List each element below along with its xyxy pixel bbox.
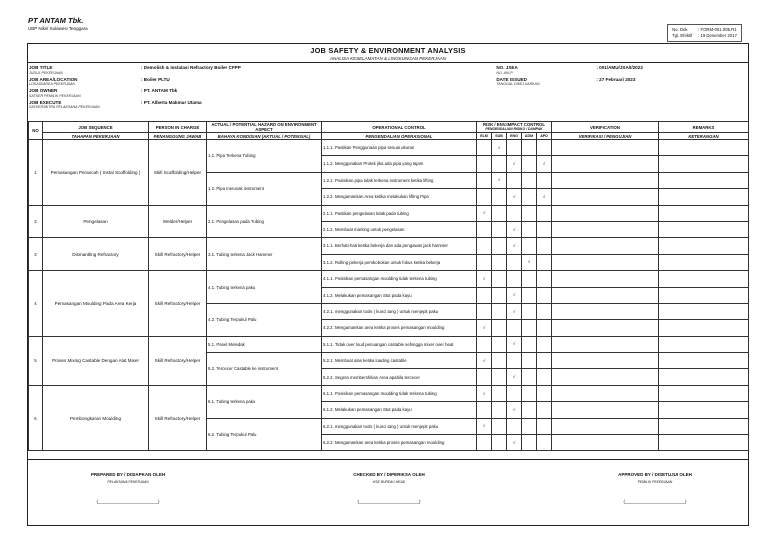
col-header-eng: ENG bbox=[507, 133, 522, 140]
job-info-value: : 27 Februari 2023 bbox=[596, 76, 636, 82]
form-title-sub: ANALISA KESELAMATAN & LINGKUNGAN PEKERJAAN bbox=[330, 56, 446, 61]
remarks-cell bbox=[659, 271, 749, 287]
hazard-cell: 5.2. Tercecer Castable ke instrument bbox=[207, 353, 322, 386]
hazard-cell: 4.1. Tubing terkena paku bbox=[207, 271, 322, 304]
job-info-row bbox=[496, 77, 746, 89]
control-adm-cell bbox=[522, 435, 537, 451]
check-mark-icon: √ bbox=[512, 341, 516, 347]
control-apd-cell bbox=[537, 336, 552, 352]
hazard-cell: 3.1. Tubing terkena Jack Hammer bbox=[207, 238, 322, 271]
job-info-sublabel-text: LOKASI/AREA PEKERJAAN bbox=[29, 82, 76, 86]
control-elm-cell bbox=[477, 221, 492, 237]
job-info-label-text: JOB OWNER bbox=[29, 88, 58, 93]
risk-control-title: RISK / ENV.IMPACT CONTROL bbox=[482, 122, 546, 127]
col-subheader-operational-control: PENGENDALIAN OPERASIONAL bbox=[322, 133, 477, 140]
col-header-operational-control: OPERATIONAL CONTROL bbox=[322, 122, 477, 133]
verification-cell bbox=[552, 140, 659, 156]
check-mark-icon: √ bbox=[512, 226, 516, 232]
signature-checked bbox=[289, 472, 489, 504]
control-sub-cell bbox=[492, 418, 507, 434]
form-frame bbox=[27, 43, 749, 526]
signature-checked-line: (________________________) bbox=[357, 499, 421, 504]
job-info-label bbox=[29, 77, 141, 89]
operational-control-cell: 3.1.1. Berhati-hati ketika bekerja dan ada pengawas jack hammer bbox=[322, 238, 477, 254]
control-apd-cell bbox=[537, 221, 552, 237]
control-elm-cell bbox=[477, 172, 492, 188]
control-sub-cell bbox=[492, 336, 507, 352]
control-sub-cell bbox=[492, 435, 507, 451]
control-eng-cell bbox=[507, 369, 522, 385]
control-eng-cell bbox=[507, 205, 522, 221]
control-elm-cell bbox=[477, 385, 492, 401]
remarks-cell bbox=[659, 385, 749, 401]
operational-control-cell: 4.2.2. Mengamankan area ketika proses pemasangan moulding bbox=[322, 320, 477, 336]
verification-cell bbox=[552, 320, 659, 336]
hazard-cell: 1.1. Pipa Terkena Tubing bbox=[207, 140, 322, 173]
verification-cell bbox=[552, 353, 659, 369]
col-header-verification: VERIFICATION bbox=[552, 122, 659, 133]
control-elm-cell bbox=[477, 205, 492, 221]
control-sub-cell bbox=[492, 221, 507, 237]
check-mark-icon: √ bbox=[512, 193, 516, 199]
control-sub-cell bbox=[492, 238, 507, 254]
col-subheader-hazard: BAHAYA KONDISIAN (AKTUAL / POTENSIAL) bbox=[207, 133, 322, 140]
operational-control-cell: 6.2.1. menggunakan tools ( kunci tang ) untuk menjepit paku bbox=[322, 418, 477, 434]
control-adm-cell bbox=[522, 271, 537, 287]
doc-number-label: No. Dok bbox=[672, 27, 688, 32]
hazard-cell: 5.1. Panel Meledak bbox=[207, 336, 322, 352]
document-info-box bbox=[667, 24, 742, 42]
job-info-value: : 001/AMU/JSA/I/2023 bbox=[596, 65, 643, 70]
person-in-charge-cell: Skill Refractory/Helper bbox=[149, 271, 207, 337]
control-sub-cell bbox=[492, 271, 507, 287]
remarks-cell bbox=[659, 435, 749, 451]
col-header-job-sequence: JOB SEQUENCE bbox=[43, 122, 149, 133]
check-mark-icon: √ bbox=[542, 193, 546, 199]
verification-cell bbox=[552, 238, 659, 254]
job-sequence-cell: Pemasangan Perancah ( Instal Scaffolding ) bbox=[43, 140, 149, 206]
remarks-cell bbox=[659, 402, 749, 418]
remarks-cell bbox=[659, 303, 749, 319]
operational-control-cell: 1.2.1. Posisikan pipa tidak terkena instrument ketika lifting bbox=[322, 172, 477, 188]
control-adm-cell bbox=[522, 172, 537, 188]
col-header-adm: ADM bbox=[522, 133, 537, 140]
check-mark-icon: √ bbox=[527, 259, 531, 265]
col-header-remarks: REMARKS bbox=[659, 122, 749, 133]
check-mark-icon: √ bbox=[512, 374, 516, 380]
check-mark-icon: √ bbox=[482, 210, 486, 216]
check-mark-icon: √ bbox=[512, 406, 516, 412]
control-eng-cell bbox=[507, 435, 522, 451]
job-info-section bbox=[28, 63, 748, 121]
check-mark-icon: √ bbox=[497, 177, 501, 183]
job-info-row bbox=[29, 77, 496, 89]
check-mark-icon: √ bbox=[512, 161, 516, 167]
job-no-cell: 6 bbox=[29, 385, 43, 451]
jsea-table bbox=[28, 121, 749, 451]
control-adm-cell bbox=[522, 369, 537, 385]
signature-checked-title: CHECKED BY / DIPERIKSA OLEH bbox=[353, 472, 425, 477]
col-header-elm: ELM bbox=[477, 133, 492, 140]
check-mark-icon: √ bbox=[512, 243, 516, 249]
job-sequence-cell: Proses Mixing Castable Dengan Alat Mixer bbox=[43, 336, 149, 385]
job-info-sublabel-text: JUDUL PEKERJAAN bbox=[29, 70, 63, 75]
verification-cell bbox=[552, 402, 659, 418]
control-sub-cell bbox=[492, 385, 507, 401]
control-elm-cell bbox=[477, 140, 492, 156]
control-elm-cell bbox=[477, 238, 492, 254]
control-adm-cell bbox=[522, 402, 537, 418]
job-info-sublabel-text: TANGGAL DIKELUARKAN bbox=[496, 82, 540, 86]
control-elm-cell bbox=[477, 353, 492, 369]
company-name: PT ANTAM Tbk. bbox=[28, 16, 84, 25]
job-info-label bbox=[496, 77, 596, 89]
person-in-charge-cell: Skill Refractory/Helper bbox=[149, 238, 207, 271]
verification-cell bbox=[552, 303, 659, 319]
control-adm-cell bbox=[522, 205, 537, 221]
control-elm-cell bbox=[477, 254, 492, 270]
remarks-cell bbox=[659, 156, 749, 172]
remarks-cell bbox=[659, 320, 749, 336]
job-info-label-text: DATE ISSUED bbox=[496, 76, 527, 82]
remarks-cell bbox=[659, 238, 749, 254]
check-mark-icon: √ bbox=[512, 308, 516, 314]
remarks-cell bbox=[659, 189, 749, 205]
job-no-cell: 1 bbox=[29, 140, 43, 206]
control-eng-cell bbox=[507, 303, 522, 319]
job-info-label-text: JOB EXECUTE bbox=[29, 99, 62, 105]
control-sub-cell bbox=[492, 287, 507, 303]
control-eng-cell bbox=[507, 140, 522, 156]
signature-prepared-title: PREPARED BY / DISIAPKAN OLEH bbox=[90, 472, 166, 477]
verification-cell bbox=[552, 205, 659, 221]
control-elm-cell bbox=[477, 336, 492, 352]
table-row bbox=[29, 271, 749, 287]
person-in-charge-cell: Skill Refractory/Helper bbox=[149, 336, 207, 385]
control-eng-cell bbox=[507, 418, 522, 434]
control-apd-cell bbox=[537, 435, 552, 451]
job-sequence-cell: Pengelasan bbox=[43, 205, 149, 238]
control-adm-cell bbox=[522, 287, 537, 303]
control-elm-cell bbox=[477, 320, 492, 336]
col-header-risk-control bbox=[477, 122, 552, 133]
operational-control-cell: 2.1.1. Pastikan pengelasan tidak pada tubing bbox=[322, 205, 477, 221]
form-title bbox=[28, 44, 748, 63]
control-apd-cell bbox=[537, 385, 552, 401]
operational-control-cell: 1.1.2. Menggunakan Protek jika ada pipa yang tajam bbox=[322, 156, 477, 172]
table-row bbox=[29, 336, 749, 352]
control-apd-cell bbox=[537, 402, 552, 418]
company-header bbox=[28, 16, 88, 31]
operational-control-cell: 3.1.2. Rolling pekerja pembobokan untuk fokus ketika bekerja bbox=[322, 254, 477, 270]
check-mark-icon: √ bbox=[497, 144, 501, 150]
operational-control-cell: 6.1.2. Melakukan pemasangan Stut pada kayu bbox=[322, 402, 477, 418]
signature-approved-line: (________________________) bbox=[623, 499, 687, 504]
verification-cell bbox=[552, 336, 659, 352]
remarks-cell bbox=[659, 336, 749, 352]
col-subheader-pic: PENANGGUNG JAWAB bbox=[149, 133, 207, 140]
signature-prepared-role: PELAKSANA PEKERJAAN bbox=[107, 480, 149, 484]
operational-control-cell: 5.2.1. Membuat alas ketika loading castable bbox=[322, 353, 477, 369]
job-info-label-text: JOB AREA/LOCATION bbox=[29, 76, 78, 82]
control-elm-cell bbox=[477, 287, 492, 303]
control-apd-cell bbox=[537, 353, 552, 369]
job-info-row bbox=[29, 88, 496, 100]
hazard-cell: 2.1. Pengelasan pada Tubing bbox=[207, 205, 322, 238]
control-elm-cell bbox=[477, 303, 492, 319]
control-apd-cell bbox=[537, 303, 552, 319]
control-adm-cell bbox=[522, 336, 537, 352]
control-adm-cell bbox=[522, 254, 537, 270]
col-subheader-verification: VERIFIKASI / PENGUJIAN bbox=[552, 133, 659, 140]
job-info-row bbox=[29, 100, 496, 112]
control-eng-cell bbox=[507, 238, 522, 254]
control-sub-cell bbox=[492, 205, 507, 221]
signature-prepared bbox=[28, 472, 228, 504]
control-eng-cell bbox=[507, 254, 522, 270]
control-sub-cell bbox=[492, 156, 507, 172]
operational-control-cell: 5.1.1. Tidak over loud penuangan castable sehingga mixer over heat bbox=[322, 336, 477, 352]
hazard-cell: 6.2. Tubing Terpukul Palu bbox=[207, 418, 322, 451]
job-info-value: : Boiler PLTU bbox=[141, 76, 170, 82]
control-apd-cell bbox=[537, 254, 552, 270]
control-sub-cell bbox=[492, 353, 507, 369]
control-eng-cell bbox=[507, 287, 522, 303]
job-sequence-cell: Dismantling Refractory bbox=[43, 238, 149, 271]
col-header-apd: APD bbox=[537, 133, 552, 140]
control-elm-cell bbox=[477, 418, 492, 434]
signature-approved bbox=[555, 472, 755, 504]
check-mark-icon: √ bbox=[482, 357, 486, 363]
control-adm-cell bbox=[522, 303, 537, 319]
verification-cell bbox=[552, 271, 659, 287]
job-info-sublabel-text: SATKER PEMILIK PEKERJAAN bbox=[29, 93, 81, 98]
control-sub-cell bbox=[492, 369, 507, 385]
person-in-charge-cell: Skill Scaffolding/Helper bbox=[149, 140, 207, 206]
control-eng-cell bbox=[507, 172, 522, 188]
remarks-cell bbox=[659, 353, 749, 369]
verification-cell bbox=[552, 254, 659, 270]
control-apd-cell bbox=[537, 369, 552, 385]
job-info-right bbox=[496, 65, 746, 121]
control-sub-cell bbox=[492, 320, 507, 336]
check-mark-icon: √ bbox=[482, 390, 486, 396]
verification-cell bbox=[552, 189, 659, 205]
hazard-cell: 4.2. Tubing Terpukul Palu bbox=[207, 303, 322, 336]
verification-cell bbox=[552, 156, 659, 172]
control-eng-cell bbox=[507, 189, 522, 205]
control-eng-cell bbox=[507, 156, 522, 172]
operational-control-cell: 2.1.2. Membuat marking untuk pengelasan bbox=[322, 221, 477, 237]
operational-control-cell: 4.1.2. Melakukan pemasangan Stut pada kayu bbox=[322, 287, 477, 303]
control-sub-cell bbox=[492, 172, 507, 188]
control-adm-cell bbox=[522, 140, 537, 156]
verification-cell bbox=[552, 221, 659, 237]
job-no-cell: 5 bbox=[29, 336, 43, 385]
remarks-cell bbox=[659, 140, 749, 156]
col-subheader-job-sequence: TAHAPAN PEKERJAAN bbox=[43, 133, 149, 140]
remarks-cell bbox=[659, 254, 749, 270]
hazard-cell: 1.2. Pipa merusak instrument bbox=[207, 172, 322, 205]
control-elm-cell bbox=[477, 189, 492, 205]
control-adm-cell bbox=[522, 156, 537, 172]
control-sub-cell bbox=[492, 140, 507, 156]
control-adm-cell bbox=[522, 385, 537, 401]
col-header-hazard: ACTUAL / POTENTIAL HAZARD ON ENVIRONMENT ASPECT bbox=[207, 122, 322, 133]
verification-cell bbox=[552, 418, 659, 434]
signature-section bbox=[28, 459, 748, 525]
remarks-cell bbox=[659, 369, 749, 385]
jsea-table-body bbox=[29, 140, 749, 451]
job-no-cell: 3 bbox=[29, 238, 43, 271]
control-adm-cell bbox=[522, 238, 537, 254]
control-adm-cell bbox=[522, 418, 537, 434]
table-row bbox=[29, 238, 749, 254]
control-apd-cell bbox=[537, 172, 552, 188]
control-eng-cell bbox=[507, 402, 522, 418]
table-row bbox=[29, 140, 749, 156]
verification-cell bbox=[552, 435, 659, 451]
verification-cell bbox=[552, 172, 659, 188]
verification-cell bbox=[552, 369, 659, 385]
job-info-label-text: NO. JSEA bbox=[496, 65, 518, 70]
check-mark-icon: √ bbox=[482, 423, 486, 429]
company-unit: UBP Nikel Sulawesi Tenggara bbox=[28, 26, 88, 31]
remarks-cell bbox=[659, 418, 749, 434]
col-subheader-remarks: KETERANGAN bbox=[659, 133, 749, 140]
control-elm-cell bbox=[477, 435, 492, 451]
form-title-main: JOB SAFETY & ENVIRONMENT ANALYSIS bbox=[310, 46, 466, 55]
control-sub-cell bbox=[492, 402, 507, 418]
control-apd-cell bbox=[537, 287, 552, 303]
job-info-label bbox=[29, 88, 141, 100]
verification-cell bbox=[552, 385, 659, 401]
remarks-cell bbox=[659, 172, 749, 188]
job-info-value: : PT. Alberta Makmur Utama bbox=[141, 99, 202, 105]
job-sequence-cell: Pemasangan Moulding Pada Area Kerja bbox=[43, 271, 149, 337]
check-mark-icon: √ bbox=[482, 324, 486, 330]
effective-date-label: Tgl. Efektif bbox=[672, 33, 693, 38]
control-sub-cell bbox=[492, 254, 507, 270]
control-eng-cell bbox=[507, 221, 522, 237]
operational-control-cell: 1.2.2. Mengamankan Area ketika melakukan lifting Pipa bbox=[322, 189, 477, 205]
job-info-row bbox=[496, 65, 746, 77]
control-elm-cell bbox=[477, 271, 492, 287]
control-apd-cell bbox=[537, 140, 552, 156]
job-info-sublabel-text: SATKER/MITRA PELAKSANA PEKERJAAN bbox=[29, 105, 100, 109]
control-adm-cell bbox=[522, 353, 537, 369]
person-in-charge-cell: Skill Refractory/Helper bbox=[149, 385, 207, 451]
control-apd-cell bbox=[537, 418, 552, 434]
control-apd-cell bbox=[537, 271, 552, 287]
control-eng-cell bbox=[507, 320, 522, 336]
control-eng-cell bbox=[507, 353, 522, 369]
control-apd-cell bbox=[537, 320, 552, 336]
job-no-cell: 2 bbox=[29, 205, 43, 238]
control-sub-cell bbox=[492, 303, 507, 319]
control-elm-cell bbox=[477, 156, 492, 172]
check-mark-icon: √ bbox=[512, 292, 516, 298]
control-apd-cell bbox=[537, 205, 552, 221]
job-info-row bbox=[29, 65, 496, 77]
control-apd-cell bbox=[537, 189, 552, 205]
job-info-label bbox=[29, 65, 141, 77]
person-in-charge-cell: Welder/Helper bbox=[149, 205, 207, 238]
col-header-sub: SUB bbox=[492, 133, 507, 140]
operational-control-cell: 1.1.1. Pastikan Penggunaan pipa sesuai ukuran bbox=[322, 140, 477, 156]
job-info-value: : PT. ANTAM Tbk bbox=[141, 88, 178, 93]
control-apd-cell bbox=[537, 238, 552, 254]
job-info-label bbox=[496, 65, 596, 77]
col-header-person-in-charge: PERSON IN CHARGE bbox=[149, 122, 207, 133]
remarks-cell bbox=[659, 205, 749, 221]
signature-prepared-line: (________________________) bbox=[96, 499, 160, 504]
control-adm-cell bbox=[522, 320, 537, 336]
check-mark-icon: √ bbox=[482, 275, 486, 281]
signature-approved-role: PEMILIK PEKERJAAN bbox=[637, 480, 673, 484]
job-info-label bbox=[29, 100, 141, 112]
signature-approved-title: APPROVED BY / DISETUJUI OLEH bbox=[618, 472, 692, 477]
signature-checked-role: HSE BUREAU HEAD bbox=[372, 480, 406, 484]
remarks-cell bbox=[659, 221, 749, 237]
control-elm-cell bbox=[477, 369, 492, 385]
check-mark-icon: √ bbox=[542, 161, 546, 167]
operational-control-cell: 6.2.2. Mengamankan area ketika proses pemasangan moulding bbox=[322, 435, 477, 451]
table-row bbox=[29, 205, 749, 221]
control-adm-cell bbox=[522, 189, 537, 205]
table-row bbox=[29, 385, 749, 401]
job-info-left bbox=[29, 65, 496, 121]
job-sequence-cell: Pembongkaran Moulding bbox=[43, 385, 149, 451]
operational-control-cell: 4.1.1. Posisikan pemasangan moulding tidak terkena tubing bbox=[322, 271, 477, 287]
control-adm-cell bbox=[522, 221, 537, 237]
control-eng-cell bbox=[507, 385, 522, 401]
control-eng-cell bbox=[507, 336, 522, 352]
effective-date-value: : 19 Desember 2017 bbox=[698, 33, 737, 38]
control-elm-cell bbox=[477, 402, 492, 418]
verification-cell bbox=[552, 287, 659, 303]
job-info-label-text: JOB TITLE bbox=[29, 65, 53, 70]
control-apd-cell bbox=[537, 156, 552, 172]
hazard-cell: 6.1. Tubing terkena paku bbox=[207, 385, 322, 418]
control-eng-cell bbox=[507, 271, 522, 287]
risk-control-subtitle: PENGENDALIAN RISIKO / DAMPAK bbox=[485, 127, 543, 131]
operational-control-cell: 4.2.1. menggunakan tools ( kunci tang ) untuk menjepit paku bbox=[322, 303, 477, 319]
operational-control-cell: 6.1.1. Posisikan pemasangan moulding tidak terkena tubing bbox=[322, 385, 477, 401]
control-sub-cell bbox=[492, 189, 507, 205]
remarks-cell bbox=[659, 287, 749, 303]
doc-number-value: : FORM-001.005.R1 bbox=[698, 27, 737, 32]
check-mark-icon: √ bbox=[512, 439, 516, 445]
job-no-cell: 4 bbox=[29, 271, 43, 337]
job-info-value: : Demolish & Instalasi Refractory Boiler CFPP bbox=[141, 65, 241, 70]
job-info-sublabel-text: NO. AKLP bbox=[496, 70, 513, 75]
operational-control-cell: 5.2.2. Segera membershikan Area apabila tercecer bbox=[322, 369, 477, 385]
col-header-no: NO bbox=[29, 122, 43, 140]
